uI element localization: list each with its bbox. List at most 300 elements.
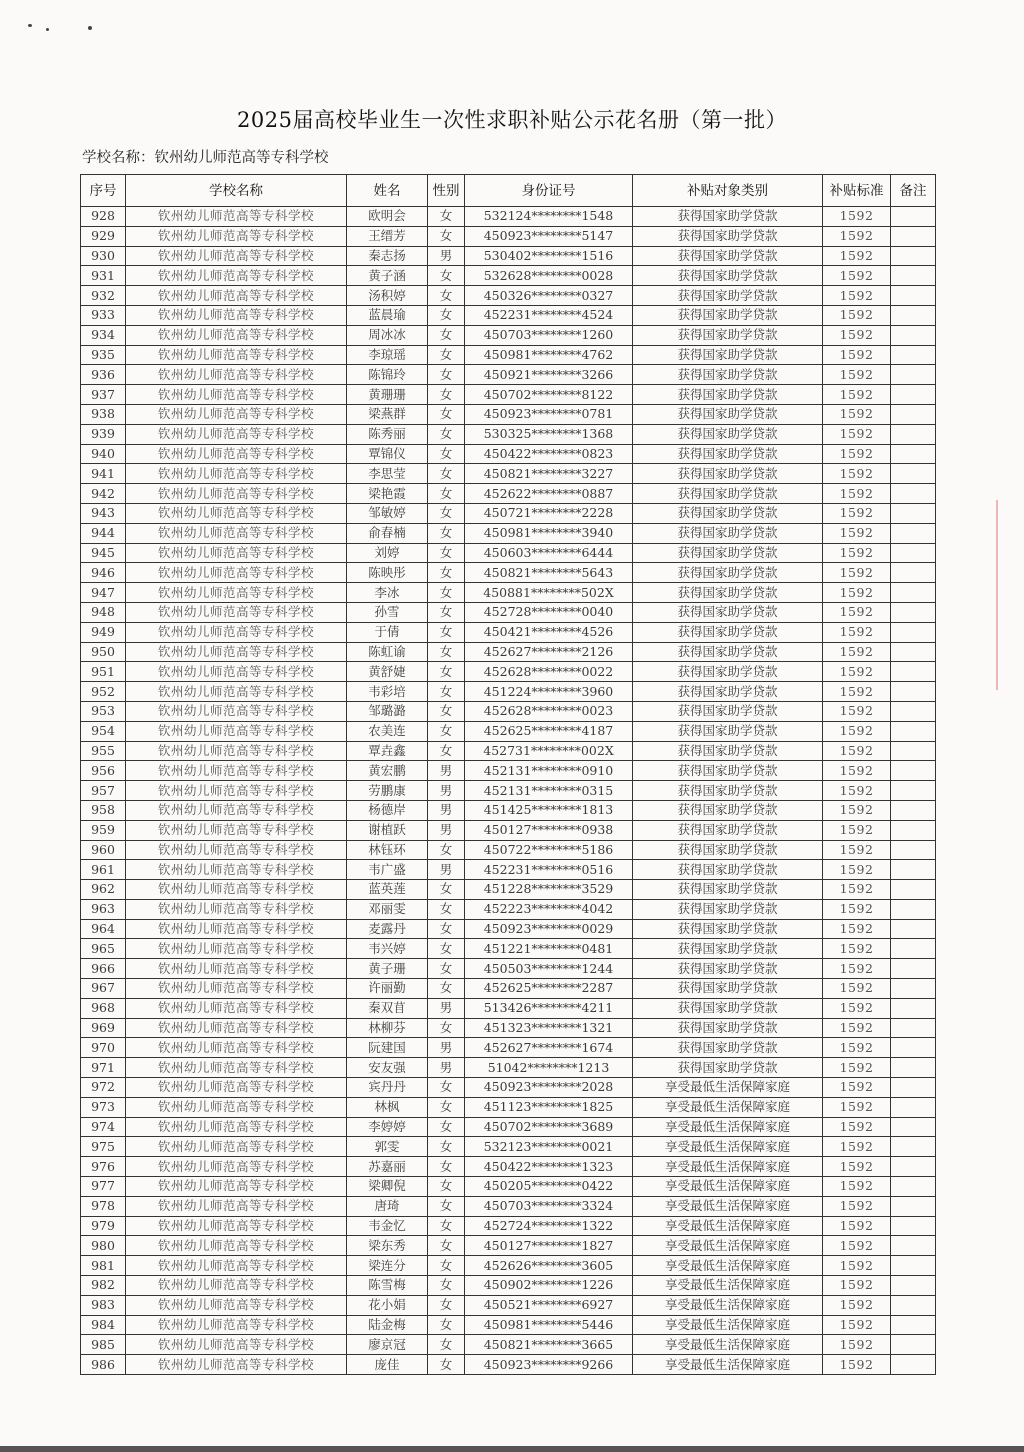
cell-remark xyxy=(891,1256,936,1276)
cell-gender: 女 xyxy=(428,226,465,246)
cell-index: 929 xyxy=(81,226,126,246)
header-school: 学校名称 xyxy=(126,175,347,207)
cell-id-number: 450722********5186 xyxy=(465,840,633,860)
cell-amount: 1592 xyxy=(823,880,891,900)
cell-name: 花小娟 xyxy=(347,1295,428,1315)
cell-remark xyxy=(891,503,936,523)
table-row xyxy=(81,602,936,622)
header-category: 补贴对象类别 xyxy=(633,175,823,207)
cell-school: 钦州幼儿师范高等专科学校 xyxy=(126,444,347,464)
cell-id-number: 450503********1244 xyxy=(465,959,633,979)
cell-amount: 1592 xyxy=(823,404,891,424)
cell-school: 钦州幼儿师范高等专科学校 xyxy=(126,1196,347,1216)
table-row xyxy=(81,1117,936,1137)
cell-remark xyxy=(891,484,936,504)
cell-school: 钦州幼儿师范高等专科学校 xyxy=(126,404,347,424)
cell-index: 964 xyxy=(81,919,126,939)
table-row xyxy=(81,840,936,860)
cell-amount: 1592 xyxy=(823,1078,891,1098)
cell-id-number: 450821********3227 xyxy=(465,464,633,484)
table-row xyxy=(81,523,936,543)
cell-amount: 1592 xyxy=(823,1097,891,1117)
cell-id-number: 450923********9266 xyxy=(465,1355,633,1375)
cell-amount: 1592 xyxy=(823,761,891,781)
cell-name: 蓝英莲 xyxy=(347,880,428,900)
cell-school: 钦州幼儿师范高等专科学校 xyxy=(126,781,347,801)
cell-remark xyxy=(891,1177,936,1197)
cell-category: 享受最低生活保障家庭 xyxy=(633,1177,823,1197)
table-row xyxy=(81,1216,936,1236)
cell-name: 安友强 xyxy=(347,1058,428,1078)
cell-school: 钦州幼儿师范高等专科学校 xyxy=(126,1256,347,1276)
cell-id-number: 452223********4042 xyxy=(465,899,633,919)
cell-remark xyxy=(891,899,936,919)
cell-remark xyxy=(891,1038,936,1058)
cell-category: 获得国家助学贷款 xyxy=(633,860,823,880)
table-row xyxy=(81,1315,936,1335)
table-row xyxy=(81,979,936,999)
cell-id-number: 450702********8122 xyxy=(465,385,633,405)
cell-school: 钦州幼儿师范高等专科学校 xyxy=(126,761,347,781)
cell-id-number: 450981********4762 xyxy=(465,345,633,365)
cell-index: 983 xyxy=(81,1295,126,1315)
cell-gender: 女 xyxy=(428,622,465,642)
cell-gender: 男 xyxy=(428,998,465,1018)
cell-remark xyxy=(891,860,936,880)
cell-name: 汤积婷 xyxy=(347,286,428,306)
table-row xyxy=(81,880,936,900)
cell-gender: 女 xyxy=(428,959,465,979)
cell-name: 邹璐潞 xyxy=(347,701,428,721)
cell-gender: 女 xyxy=(428,286,465,306)
cell-category: 享受最低生活保障家庭 xyxy=(633,1097,823,1117)
cell-remark xyxy=(891,1157,936,1177)
cell-id-number: 452627********1674 xyxy=(465,1038,633,1058)
header-name: 姓名 xyxy=(347,175,428,207)
cell-school: 钦州幼儿师范高等专科学校 xyxy=(126,583,347,603)
cell-id-number: 451123********1825 xyxy=(465,1097,633,1117)
cell-category: 享受最低生活保障家庭 xyxy=(633,1196,823,1216)
cell-remark xyxy=(891,1355,936,1375)
table-row xyxy=(81,820,936,840)
table-row xyxy=(81,464,936,484)
cell-id-number: 513426********4211 xyxy=(465,998,633,1018)
cell-name: 蓝晨瑜 xyxy=(347,305,428,325)
table-row xyxy=(81,1137,936,1157)
cell-name: 黄子涵 xyxy=(347,266,428,286)
cell-school: 钦州幼儿师范高等专科学校 xyxy=(126,1117,347,1137)
cell-amount: 1592 xyxy=(823,939,891,959)
cell-remark xyxy=(891,781,936,801)
cell-category: 享受最低生活保障家庭 xyxy=(633,1276,823,1296)
cell-school: 钦州幼儿师范高等专科学校 xyxy=(126,1276,347,1296)
cell-name: 林枫 xyxy=(347,1097,428,1117)
cell-index: 931 xyxy=(81,266,126,286)
cell-school: 钦州幼儿师范高等专科学校 xyxy=(126,622,347,642)
cell-category: 获得国家助学贷款 xyxy=(633,959,823,979)
cell-gender: 男 xyxy=(428,820,465,840)
cell-school: 钦州幼儿师范高等专科学校 xyxy=(126,701,347,721)
cell-gender: 女 xyxy=(428,721,465,741)
cell-school: 钦州幼儿师范高等专科学校 xyxy=(126,840,347,860)
cell-index: 946 xyxy=(81,563,126,583)
table-row xyxy=(81,563,936,583)
cell-name: 梁连分 xyxy=(347,1256,428,1276)
cell-gender: 女 xyxy=(428,840,465,860)
cell-id-number: 450421********4526 xyxy=(465,622,633,642)
table-row xyxy=(81,998,936,1018)
cell-category: 享受最低生活保障家庭 xyxy=(633,1236,823,1256)
cell-index: 932 xyxy=(81,286,126,306)
cell-remark xyxy=(891,622,936,642)
cell-school: 钦州幼儿师范高等专科学校 xyxy=(126,998,347,1018)
cell-remark xyxy=(891,602,936,622)
cell-category: 获得国家助学贷款 xyxy=(633,939,823,959)
cell-school: 钦州幼儿师范高等专科学校 xyxy=(126,365,347,385)
cell-gender: 女 xyxy=(428,1117,465,1137)
cell-id-number: 450422********0823 xyxy=(465,444,633,464)
cell-index: 960 xyxy=(81,840,126,860)
cell-amount: 1592 xyxy=(823,860,891,880)
table-row xyxy=(81,305,936,325)
cell-amount: 1592 xyxy=(823,246,891,266)
cell-school: 钦州幼儿师范高等专科学校 xyxy=(126,246,347,266)
cell-school: 钦州幼儿师范高等专科学校 xyxy=(126,543,347,563)
cell-index: 948 xyxy=(81,602,126,622)
table-row xyxy=(81,325,936,345)
cell-remark xyxy=(891,404,936,424)
cell-school: 钦州幼儿师范高等专科学校 xyxy=(126,1018,347,1038)
cell-remark xyxy=(891,761,936,781)
cell-remark xyxy=(891,880,936,900)
cell-name: 苏嘉丽 xyxy=(347,1157,428,1177)
header-id-number: 身份证号 xyxy=(465,175,633,207)
cell-id-number: 450821********5643 xyxy=(465,563,633,583)
cell-remark xyxy=(891,1018,936,1038)
cell-category: 享受最低生活保障家庭 xyxy=(633,1216,823,1236)
cell-school: 钦州幼儿师范高等专科学校 xyxy=(126,1038,347,1058)
cell-amount: 1592 xyxy=(823,226,891,246)
cell-remark xyxy=(891,563,936,583)
cell-name: 邓丽雯 xyxy=(347,899,428,919)
cell-index: 941 xyxy=(81,464,126,484)
cell-amount: 1592 xyxy=(823,385,891,405)
table-row xyxy=(81,860,936,880)
cell-index: 980 xyxy=(81,1236,126,1256)
cell-gender: 女 xyxy=(428,979,465,999)
cell-category: 获得国家助学贷款 xyxy=(633,207,823,227)
cell-gender: 女 xyxy=(428,484,465,504)
cell-name: 韦广盛 xyxy=(347,860,428,880)
cell-category: 享受最低生活保障家庭 xyxy=(633,1355,823,1375)
header-amount: 补贴标准 xyxy=(823,175,891,207)
cell-index: 981 xyxy=(81,1256,126,1276)
cell-remark xyxy=(891,939,936,959)
table-row xyxy=(81,1177,936,1197)
cell-index: 962 xyxy=(81,880,126,900)
cell-index: 969 xyxy=(81,1018,126,1038)
cell-amount: 1592 xyxy=(823,1157,891,1177)
cell-gender: 女 xyxy=(428,1177,465,1197)
cell-index: 977 xyxy=(81,1177,126,1197)
document-title: 2025届高校毕业生一次性求职补贴公示花名册（第一批） xyxy=(237,108,787,132)
cell-name: 郭雯 xyxy=(347,1137,428,1157)
cell-amount: 1592 xyxy=(823,800,891,820)
cell-index: 982 xyxy=(81,1276,126,1296)
table-row xyxy=(81,444,936,464)
cell-gender: 女 xyxy=(428,642,465,662)
cell-index: 954 xyxy=(81,721,126,741)
cell-amount: 1592 xyxy=(823,1256,891,1276)
cell-school: 钦州幼儿师范高等专科学校 xyxy=(126,800,347,820)
cell-category: 享受最低生活保障家庭 xyxy=(633,1078,823,1098)
cell-category: 享受最低生活保障家庭 xyxy=(633,1295,823,1315)
cell-index: 952 xyxy=(81,682,126,702)
cell-remark xyxy=(891,286,936,306)
cell-gender: 女 xyxy=(428,662,465,682)
cell-amount: 1592 xyxy=(823,1117,891,1137)
school-name-label: 学校名称：钦州幼儿师范高等专科学校 xyxy=(82,150,329,166)
cell-name: 孙雪 xyxy=(347,602,428,622)
table-row xyxy=(81,1196,936,1216)
cell-index: 972 xyxy=(81,1078,126,1098)
header-remark: 备注 xyxy=(891,175,936,207)
cell-id-number: 452131********0910 xyxy=(465,761,633,781)
cell-name: 陈秀丽 xyxy=(347,424,428,444)
cell-id-number: 51042********1213 xyxy=(465,1058,633,1078)
cell-gender: 女 xyxy=(428,583,465,603)
cell-gender: 女 xyxy=(428,1216,465,1236)
cell-remark xyxy=(891,979,936,999)
cell-school: 钦州幼儿师范高等专科学校 xyxy=(126,959,347,979)
cell-id-number: 450127********0938 xyxy=(465,820,633,840)
scan-speck xyxy=(46,28,49,31)
cell-name: 梁艳霞 xyxy=(347,484,428,504)
cell-remark xyxy=(891,365,936,385)
cell-id-number: 450923********2028 xyxy=(465,1078,633,1098)
cell-remark xyxy=(891,1236,936,1256)
cell-school: 钦州幼儿师范高等专科学校 xyxy=(126,880,347,900)
cell-category: 获得国家助学贷款 xyxy=(633,998,823,1018)
cell-amount: 1592 xyxy=(823,563,891,583)
cell-index: 928 xyxy=(81,207,126,227)
cell-id-number: 451221********0481 xyxy=(465,939,633,959)
table-row xyxy=(81,1018,936,1038)
cell-amount: 1592 xyxy=(823,979,891,999)
cell-name: 阮建国 xyxy=(347,1038,428,1058)
cell-amount: 1592 xyxy=(823,1335,891,1355)
cell-id-number: 452131********0315 xyxy=(465,781,633,801)
cell-index: 939 xyxy=(81,424,126,444)
cell-amount: 1592 xyxy=(823,523,891,543)
table-row xyxy=(81,959,936,979)
cell-gender: 女 xyxy=(428,1355,465,1375)
cell-name: 韦金忆 xyxy=(347,1216,428,1236)
cell-school: 钦州幼儿师范高等专科学校 xyxy=(126,385,347,405)
cell-name: 谢植跃 xyxy=(347,820,428,840)
cell-amount: 1592 xyxy=(823,365,891,385)
cell-gender: 女 xyxy=(428,563,465,583)
cell-school: 钦州幼儿师范高等专科学校 xyxy=(126,1058,347,1078)
cell-amount: 1592 xyxy=(823,583,891,603)
table-row xyxy=(81,642,936,662)
table-row xyxy=(81,286,936,306)
table-row xyxy=(81,1256,936,1276)
cell-name: 陆金梅 xyxy=(347,1315,428,1335)
scan-speck xyxy=(88,26,92,30)
cell-name: 梁东秀 xyxy=(347,1236,428,1256)
cell-gender: 女 xyxy=(428,939,465,959)
cell-id-number: 452728********0040 xyxy=(465,602,633,622)
cell-id-number: 452622********0887 xyxy=(465,484,633,504)
table-row xyxy=(81,1097,936,1117)
cell-remark xyxy=(891,1137,936,1157)
cell-category: 获得国家助学贷款 xyxy=(633,761,823,781)
cell-gender: 女 xyxy=(428,1295,465,1315)
cell-category: 享受最低生活保障家庭 xyxy=(633,1137,823,1157)
cell-amount: 1592 xyxy=(823,1196,891,1216)
cell-school: 钦州幼儿师范高等专科学校 xyxy=(126,325,347,345)
table-row xyxy=(81,1295,936,1315)
cell-amount: 1592 xyxy=(823,444,891,464)
cell-amount: 1592 xyxy=(823,919,891,939)
cell-school: 钦州幼儿师范高等专科学校 xyxy=(126,1216,347,1236)
cell-gender: 女 xyxy=(428,1236,465,1256)
cell-id-number: 451323********1321 xyxy=(465,1018,633,1038)
cell-category: 享受最低生活保障家庭 xyxy=(633,1157,823,1177)
cell-remark xyxy=(891,583,936,603)
table-row xyxy=(81,721,936,741)
cell-index: 933 xyxy=(81,305,126,325)
cell-index: 934 xyxy=(81,325,126,345)
cell-id-number: 450703********1260 xyxy=(465,325,633,345)
cell-amount: 1592 xyxy=(823,325,891,345)
cell-id-number: 450923********0029 xyxy=(465,919,633,939)
cell-remark xyxy=(891,424,936,444)
cell-remark xyxy=(891,1097,936,1117)
cell-amount: 1592 xyxy=(823,781,891,801)
cell-id-number: 450902********1226 xyxy=(465,1276,633,1296)
cell-category: 获得国家助学贷款 xyxy=(633,741,823,761)
cell-amount: 1592 xyxy=(823,305,891,325)
cell-name: 覃垚鑫 xyxy=(347,741,428,761)
cell-category: 获得国家助学贷款 xyxy=(633,662,823,682)
cell-index: 956 xyxy=(81,761,126,781)
cell-index: 961 xyxy=(81,860,126,880)
cell-index: 968 xyxy=(81,998,126,1018)
cell-gender: 女 xyxy=(428,919,465,939)
cell-school: 钦州幼儿师范高等专科学校 xyxy=(126,207,347,227)
table-row xyxy=(81,622,936,642)
cell-school: 钦州幼儿师范高等专科学校 xyxy=(126,820,347,840)
cell-category: 获得国家助学贷款 xyxy=(633,1058,823,1078)
cell-id-number: 450981********3940 xyxy=(465,523,633,543)
cell-gender: 女 xyxy=(428,1078,465,1098)
cell-id-number: 451228********3529 xyxy=(465,880,633,900)
cell-school: 钦州幼儿师范高等专科学校 xyxy=(126,424,347,444)
cell-gender: 女 xyxy=(428,1097,465,1117)
cell-gender: 女 xyxy=(428,464,465,484)
cell-gender: 女 xyxy=(428,345,465,365)
cell-name: 黄宏鹏 xyxy=(347,761,428,781)
table-row xyxy=(81,1058,936,1078)
cell-name: 陈锦玲 xyxy=(347,365,428,385)
table-row xyxy=(81,385,936,405)
cell-index: 953 xyxy=(81,701,126,721)
cell-amount: 1592 xyxy=(823,741,891,761)
roster-body xyxy=(81,207,936,1375)
cell-school: 钦州幼儿师范高等专科学校 xyxy=(126,1137,347,1157)
cell-gender: 女 xyxy=(428,305,465,325)
cell-name: 李婷婷 xyxy=(347,1117,428,1137)
cell-category: 获得国家助学贷款 xyxy=(633,444,823,464)
cell-category: 获得国家助学贷款 xyxy=(633,404,823,424)
cell-category: 获得国家助学贷款 xyxy=(633,226,823,246)
cell-amount: 1592 xyxy=(823,622,891,642)
cell-index: 978 xyxy=(81,1196,126,1216)
table-row xyxy=(81,1038,936,1058)
cell-category: 获得国家助学贷款 xyxy=(633,979,823,999)
cell-amount: 1592 xyxy=(823,642,891,662)
cell-category: 获得国家助学贷款 xyxy=(633,266,823,286)
cell-category: 获得国家助学贷款 xyxy=(633,325,823,345)
table-row xyxy=(81,583,936,603)
cell-remark xyxy=(891,226,936,246)
table-row xyxy=(81,899,936,919)
cell-id-number: 532123********0021 xyxy=(465,1137,633,1157)
cell-gender: 女 xyxy=(428,1018,465,1038)
cell-category: 获得国家助学贷款 xyxy=(633,543,823,563)
cell-id-number: 452628********0022 xyxy=(465,662,633,682)
cell-category: 获得国家助学贷款 xyxy=(633,464,823,484)
cell-remark xyxy=(891,701,936,721)
cell-amount: 1592 xyxy=(823,1177,891,1197)
cell-category: 享受最低生活保障家庭 xyxy=(633,1335,823,1355)
table-row xyxy=(81,761,936,781)
cell-name: 韦兴婷 xyxy=(347,939,428,959)
cell-school: 钦州幼儿师范高等专科学校 xyxy=(126,503,347,523)
cell-gender: 女 xyxy=(428,266,465,286)
cell-name: 李冰 xyxy=(347,583,428,603)
cell-gender: 男 xyxy=(428,800,465,820)
table-row xyxy=(81,484,936,504)
cell-index: 984 xyxy=(81,1315,126,1335)
cell-id-number: 532124********1548 xyxy=(465,207,633,227)
table-row xyxy=(81,1236,936,1256)
cell-amount: 1592 xyxy=(823,602,891,622)
cell-category: 获得国家助学贷款 xyxy=(633,682,823,702)
cell-name: 杨德岸 xyxy=(347,800,428,820)
cell-school: 钦州幼儿师范高等专科学校 xyxy=(126,1295,347,1315)
cell-remark xyxy=(891,682,936,702)
cell-amount: 1592 xyxy=(823,286,891,306)
cell-remark xyxy=(891,642,936,662)
roster-table xyxy=(80,174,936,1375)
table-row xyxy=(81,503,936,523)
cell-index: 940 xyxy=(81,444,126,464)
table-row xyxy=(81,1355,936,1375)
cell-school: 钦州幼儿师范高等专科学校 xyxy=(126,305,347,325)
cell-amount: 1592 xyxy=(823,424,891,444)
cell-school: 钦州幼儿师范高等专科学校 xyxy=(126,662,347,682)
cell-school: 钦州幼儿师范高等专科学校 xyxy=(126,860,347,880)
table-row xyxy=(81,246,936,266)
cell-category: 获得国家助学贷款 xyxy=(633,1018,823,1038)
cell-id-number: 452231********0516 xyxy=(465,860,633,880)
cell-remark xyxy=(891,325,936,345)
cell-name: 许丽勤 xyxy=(347,979,428,999)
cell-name: 陈映彤 xyxy=(347,563,428,583)
